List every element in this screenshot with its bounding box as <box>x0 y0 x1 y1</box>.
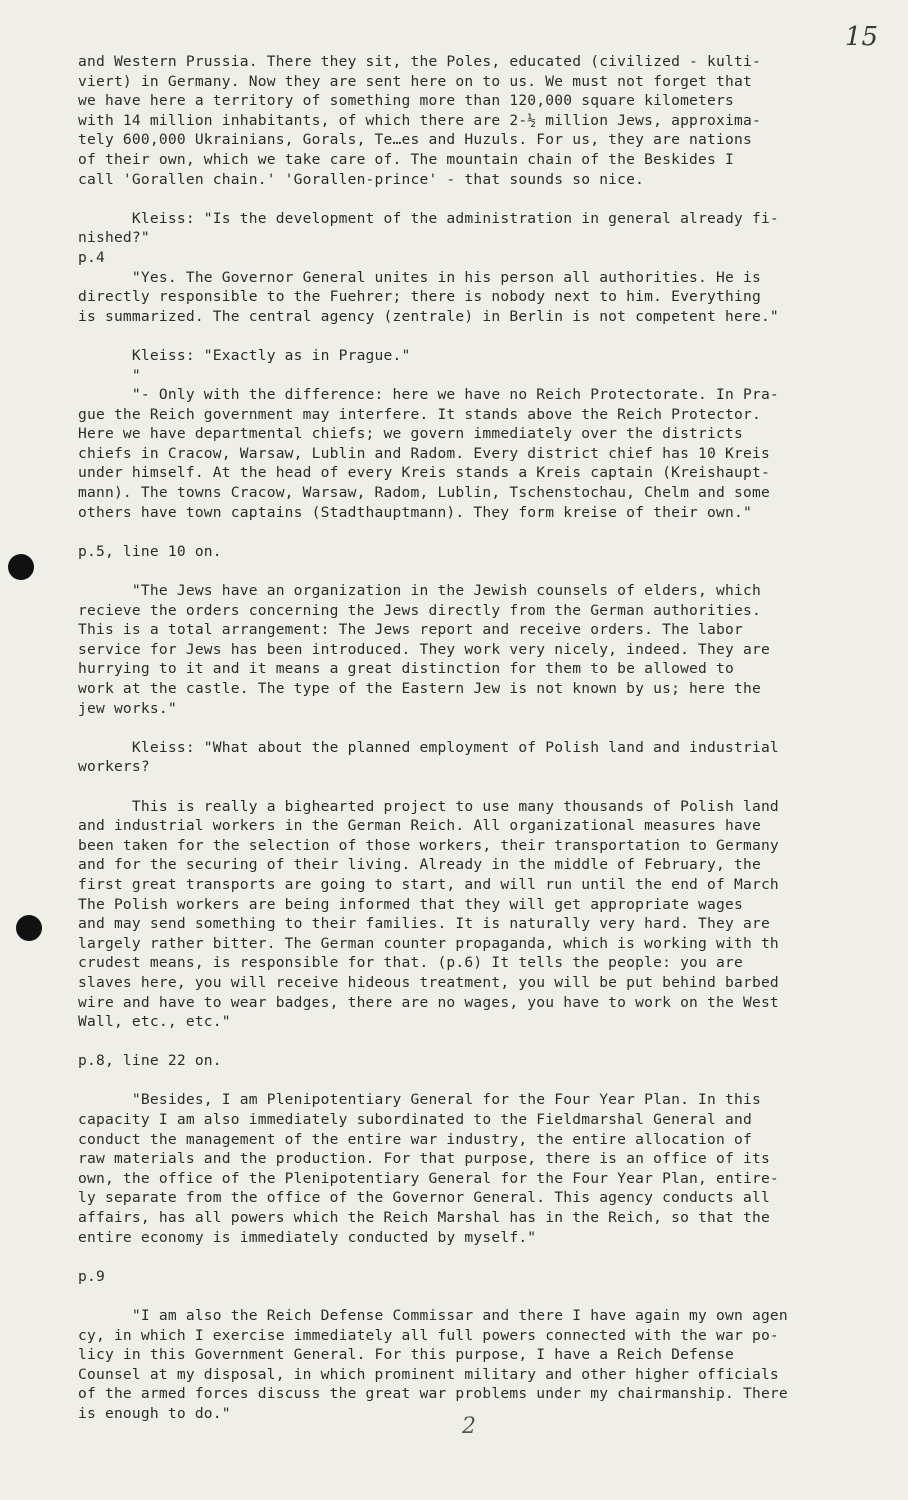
text-line: slaves here, you will receive hideous treatment, you will be put behind barbed <box>78 973 779 991</box>
text-line: tely 600,000 Ukrainians, Gorals, Te…es and Huzuls. For us, they are nations <box>78 131 752 149</box>
text-line: hurrying to it and it means a great distinction for them to be allowed to <box>78 660 734 678</box>
text-line: viert) in Germany. Now they are sent here on to us. We must not forget that <box>78 72 752 90</box>
text-line: This is a total arrangement: The Jews report and receive orders. The labor <box>78 621 743 639</box>
text-line: cy, in which I exercise immediately all full powers connected with the war po- <box>78 1326 779 1344</box>
text-line: largely rather bitter. The German counter propaganda, which is working with th <box>78 934 779 952</box>
blank-line <box>78 522 838 542</box>
blank-line <box>78 1032 838 1052</box>
typewritten-body <box>78 52 838 1424</box>
blank-line <box>78 561 838 581</box>
punch-hole-upper <box>8 554 34 580</box>
text-line: p.4 <box>78 248 105 266</box>
text-line: crudest means, is responsible for that. (p.6) It tells the people: you are <box>78 954 743 972</box>
text-line: licy in this Government General. For this purpose, I have a Reich Defense <box>78 1346 734 1364</box>
blank-line <box>78 718 838 738</box>
text-line: Kleiss: "Exactly as in Prague." <box>78 346 411 364</box>
text-line: work at the castle. The type of the Eastern Jew is not known by us; here the <box>78 680 761 697</box>
blank-line <box>78 326 838 346</box>
text-line: " <box>78 366 141 384</box>
text-line: entire economy is immediately conducted by myself." <box>78 1228 537 1246</box>
handwritten-page-number: 15 <box>844 22 878 52</box>
text-line: This is really a bighearted project to use many thousands of Polish land <box>78 797 779 815</box>
text-line: Kleiss: "What about the planned employment of Polish land and industrial <box>78 738 779 756</box>
text-line: ly separate from the office of the Governor General. This agency conducts all <box>78 1189 770 1207</box>
text-line: of the armed forces discuss the great war problems under my chairmanship. There <box>78 1385 788 1403</box>
blank-line <box>78 777 838 797</box>
text-line: "The Jews have an organization in the Jewish counsels of elders, which <box>78 582 761 600</box>
text-line: is summarized. The central agency (zentrale) in Berlin is not competent here." <box>78 307 779 325</box>
text-line: directly responsible to the Fuehrer; there is nobody next to him. Everything <box>78 288 761 306</box>
text-line: Kleiss: "Is the development of the administration in general already fi- <box>78 209 779 227</box>
text-line: with 14 million inhabitants, of which there are 2-½ million Jews, approxima- <box>78 111 761 129</box>
blank-line <box>78 1071 838 1091</box>
footer-page-number: 2 <box>462 1414 476 1439</box>
text-line: and industrial workers in the German Reich. All organizational measures have <box>78 817 761 835</box>
blank-line <box>78 1286 838 1306</box>
text-line: service for Jews has been introduced. They work very nicely, indeed. They are <box>78 640 770 658</box>
text-line: Here we have departmental chiefs; we govern immediately over the districts <box>78 425 743 443</box>
text-line: and Western Prussia. There they sit, the Poles, educated (civilized - kulti- <box>78 53 761 70</box>
text-line: wire and have to wear badges, there are no wages, you have to work on the West <box>78 993 779 1011</box>
text-line: workers? <box>78 758 150 776</box>
text-line: conduct the management of the entire war industry, the entire allocation of <box>78 1130 752 1148</box>
blank-line <box>78 1247 838 1267</box>
text-line: "Yes. The Governor General unites in his person all authorities. He is <box>78 268 761 286</box>
text-line: p.5, line 10 on. <box>78 542 222 560</box>
text-line: under himself. At the head of every Kreis stands a Kreis captain (Kreishaupt- <box>78 464 770 482</box>
text-line: nished?" <box>78 229 150 247</box>
text-line: The Polish workers are being informed that they will get appropriate wages <box>78 895 743 913</box>
text-line: mann). The towns Cracow, Warsaw, Radom, Lublin, Tschenstochau, Chelm and some <box>78 484 770 502</box>
blank-line <box>78 189 838 209</box>
text-line: others have town captains (Stadthauptmann). They form kreise of their own." <box>78 503 752 521</box>
text-line: Wall, etc., etc." <box>78 1013 231 1031</box>
text-line: recieve the orders concerning the Jews directly from the German authorities. <box>78 601 761 619</box>
text-line: first great transports are going to start, and will run until the end of March <box>78 875 779 893</box>
text-line: of their own, which we take care of. The mountain chain of the Beskides I <box>78 150 734 168</box>
text-line: and for the securing of their living. Already in the middle of February, the <box>78 856 761 874</box>
text-line: "- Only with the difference: here we have no Reich Protectorate. In Pra- <box>78 386 779 404</box>
text-line: chiefs in Cracow, Warsaw, Lublin and Radom. Every district chief has 10 Kreis <box>78 444 770 462</box>
text-line: and may send something to their families. It is naturally very hard. They are <box>78 915 770 933</box>
text-line: we have here a territory of something more than 120,000 square kilometers <box>78 92 734 110</box>
text-line: is enough to do." <box>78 1404 231 1422</box>
text-line: "Besides, I am Plenipotentiary General for the Four Year Plan. In this <box>78 1091 761 1109</box>
text-line: p.8, line 22 on. <box>78 1052 222 1070</box>
text-line: gue the Reich government may interfere. It stands above the Reich Protector. <box>78 405 761 423</box>
text-line: raw materials and the production. For that purpose, there is an office of its <box>78 1150 770 1168</box>
text-line: Counsel at my disposal, in which prominent military and other higher officials <box>78 1365 779 1383</box>
text-line: "I am also the Reich Defense Commissar and there I have again my own agen <box>78 1307 788 1324</box>
text-line: p.9 <box>78 1267 105 1285</box>
text-line: been taken for the selection of those workers, their transportation to Germany <box>78 836 779 854</box>
punch-hole-lower <box>16 915 42 941</box>
text-line: affairs, has all powers which the Reich Marshal has in the Reich, so that the <box>78 1209 770 1227</box>
text-line: own, the office of the Plenipotentiary General for the Four Year Plan, entire- <box>78 1169 779 1187</box>
text-line: jew works." <box>78 699 177 717</box>
text-line: capacity I am also immediately subordinated to the Fieldmarshal General and <box>78 1111 752 1129</box>
text-line: call 'Gorallen chain.' 'Gorallen-prince' - that sounds so nice. <box>78 170 645 188</box>
